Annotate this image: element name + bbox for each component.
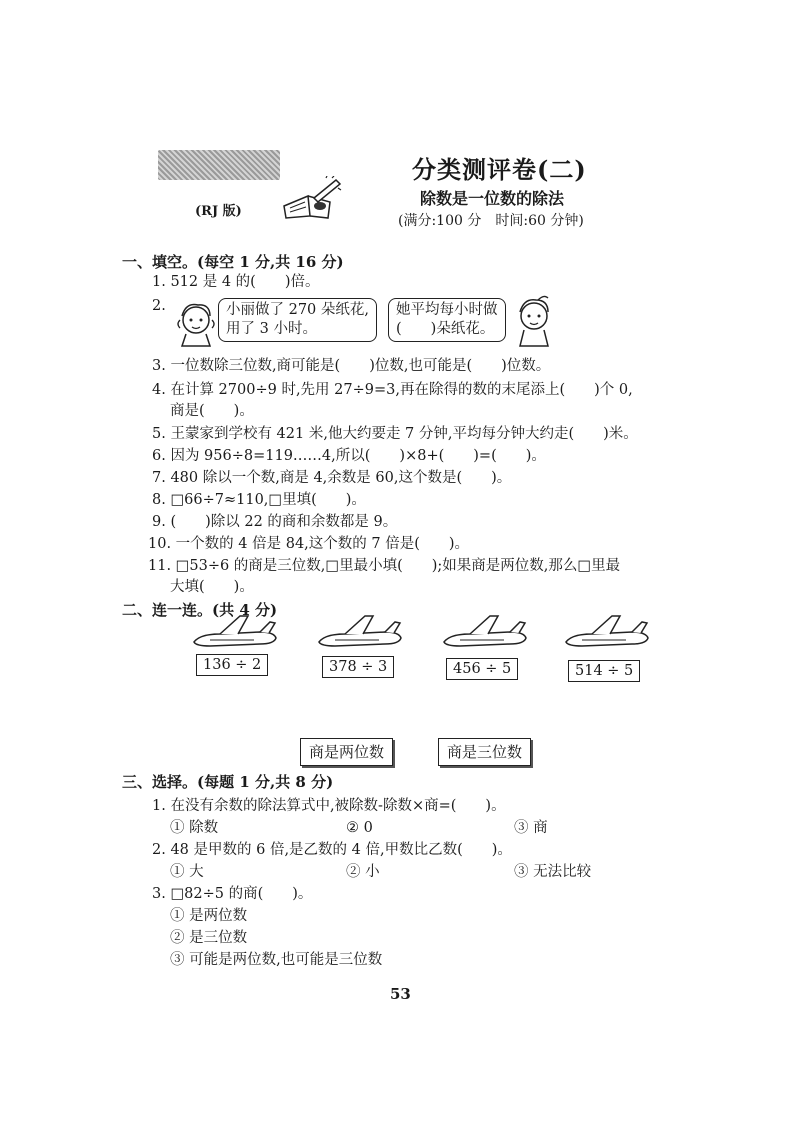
s1-q6: 6. 因为 956÷8=119……4,所以( )×8+( )=( )。 xyxy=(152,448,546,464)
s1-q10: 10. 一个数的 4 倍是 84,这个数的 7 倍是( )。 xyxy=(148,536,470,552)
airplane-icon xyxy=(315,614,403,656)
s3-q3: 3. □82÷5 的商( )。 xyxy=(152,886,313,902)
bubble-right-line1: 她平均每小时做 xyxy=(396,302,498,318)
bubble-right-line2: ( )朵纸花。 xyxy=(396,321,495,337)
airplane-icon xyxy=(440,614,528,656)
s1-q9: 9. ( )除以 22 的商和余数都是 9。 xyxy=(152,514,398,530)
section2-heading: 二、连一连。(共 4 分) xyxy=(122,601,278,619)
s1-q11-line1: 11. □53÷6 的商是三位数,□里最小填( );如果商是两位数,那么□里最 xyxy=(148,558,621,574)
expr-box-2[interactable]: 378 ÷ 3 xyxy=(322,656,394,678)
s1-q3: 3. 一位数除三位数,商可能是( )位数,也可能是( )位数。 xyxy=(152,358,551,374)
bubble-left-line2: 用了 3 小时。 xyxy=(226,321,317,337)
s3-q2: 2. 48 是甲数的 6 倍,是乙数的 4 倍,甲数比乙数( )。 xyxy=(152,842,512,858)
s1-q4-line1: 4. 在计算 2700÷9 时,先用 27÷9=3,再在除得的数的末尾添上( )个 0, xyxy=(152,382,633,398)
s3-q3-option-1[interactable]: ① 是两位数 xyxy=(170,908,248,924)
page-number: 53 xyxy=(390,985,411,1003)
header-badge xyxy=(158,150,280,180)
section1-heading: 一、填空。(每空 1 分,共 16 分) xyxy=(122,253,344,271)
edition-label: (RJ 版) xyxy=(195,204,242,219)
answer-box-two-digit[interactable]: 商是两位数 xyxy=(300,738,393,766)
girl-right-icon xyxy=(508,294,558,348)
s3-q2-option-2[interactable]: ② 小 xyxy=(346,864,380,880)
s1-q4-line2: 商是( )。 xyxy=(170,403,254,419)
expr-box-3[interactable]: 456 ÷ 5 xyxy=(446,658,518,680)
score-time-info: (满分:100 分 时间:60 分钟) xyxy=(398,213,584,229)
s3-q3-option-2[interactable]: ② 是三位数 xyxy=(170,930,248,946)
bubble-left-line1: 小丽做了 270 朵纸花, xyxy=(226,302,370,318)
s1-q7: 7. 480 除以一个数,商是 4,余数是 60,这个数是( )。 xyxy=(152,470,512,486)
s1-q11-line2: 大填( )。 xyxy=(170,579,254,595)
s3-q1-option-1[interactable]: ① 除数 xyxy=(170,820,219,836)
s3-q2-option-1[interactable]: ① 大 xyxy=(170,864,204,880)
s3-q3-option-3[interactable]: ③ 可能是两位数,也可能是三位数 xyxy=(170,952,383,968)
answer-box-three-digit[interactable]: 商是三位数 xyxy=(438,738,531,766)
girl-left-icon xyxy=(172,300,220,348)
speech-bubble-right xyxy=(388,298,506,342)
s1-q8: 8. □66÷7≈110,□里填( )。 xyxy=(152,492,366,508)
s1-q2-number: 2. xyxy=(152,298,166,314)
airplane-icon xyxy=(190,614,278,656)
airplane-icon xyxy=(562,614,650,656)
s3-q1: 1. 在没有余数的除法算式中,被除数-除数×商=( )。 xyxy=(152,798,506,814)
s1-q1: 1. 512 是 4 的( )倍。 xyxy=(152,274,320,290)
s3-q1-option-2[interactable]: ② 0 xyxy=(346,820,373,836)
expr-box-4[interactable]: 514 ÷ 5 xyxy=(568,660,640,682)
s1-q5: 5. 王蒙家到学校有 421 米,他大约要走 7 分钟,平均每分钟大约走( )米。 xyxy=(152,426,638,442)
page-subtitle: 除数是一位数的除法 xyxy=(420,189,565,208)
speech-bubble-left xyxy=(218,298,377,342)
page-title: 分类测评卷(二) xyxy=(412,155,587,184)
book-pen-icon xyxy=(280,176,342,220)
section3-heading: 三、选择。(每题 1 分,共 8 分) xyxy=(122,773,334,791)
expr-box-1[interactable]: 136 ÷ 2 xyxy=(196,654,268,676)
s3-q1-option-3[interactable]: ③ 商 xyxy=(514,820,548,836)
s3-q2-option-3[interactable]: ③ 无法比较 xyxy=(514,864,592,880)
